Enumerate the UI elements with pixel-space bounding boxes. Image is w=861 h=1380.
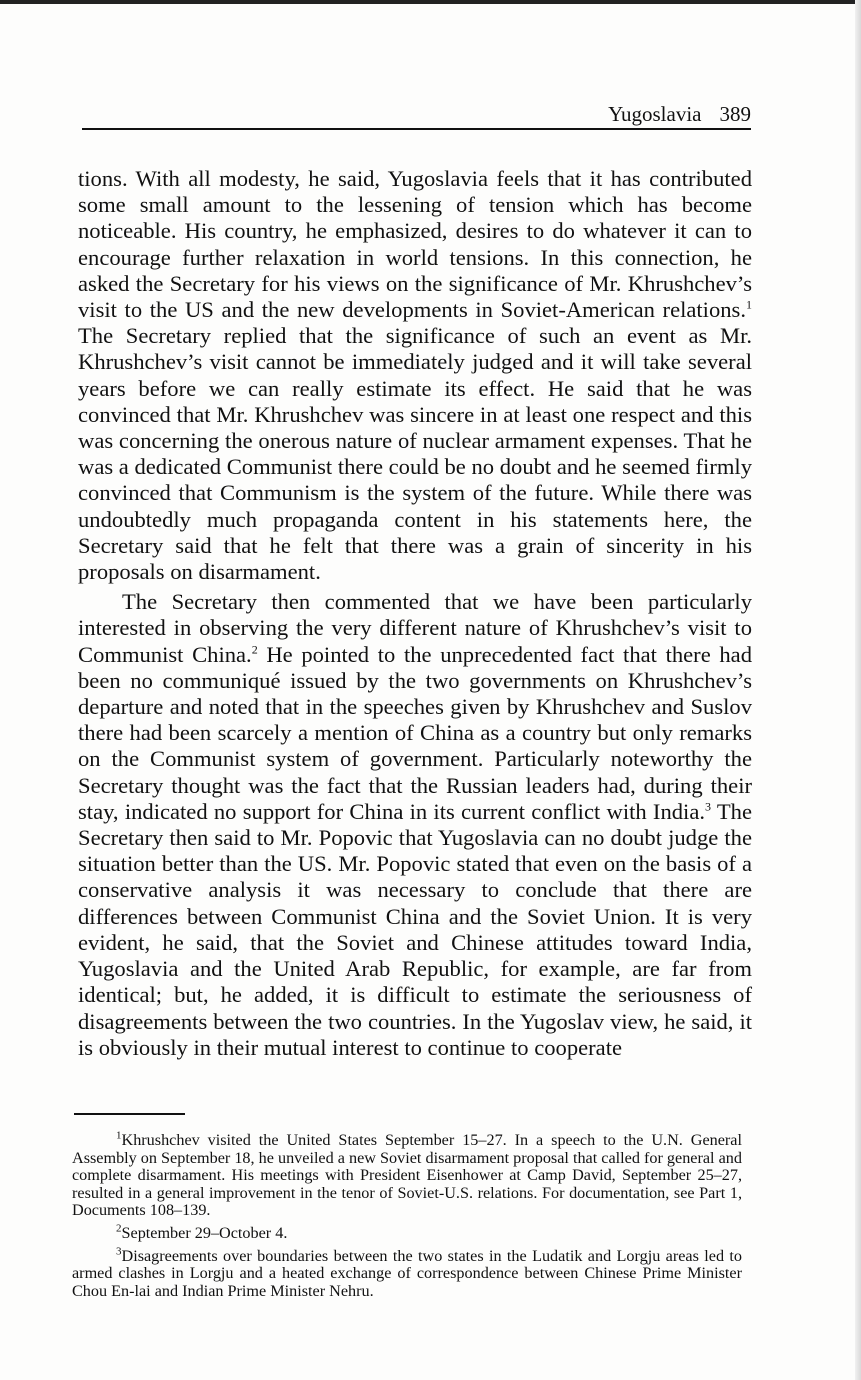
footnote-1 — [72, 1129, 742, 1220]
scan-right-edge — [855, 0, 861, 1380]
header-rule — [82, 128, 751, 130]
paragraph-2 — [78, 589, 752, 1061]
footnote-ref-1[interactable]: 1 — [746, 297, 752, 312]
footnotes — [72, 1129, 742, 1305]
paragraph-1-part-2: The Secretary replied that the significance of such an event as Mr. Khrushchev’s visit cannot be immediately judged and it will take several years before we can really estimate its effect. He said that he was convinced that Mr. Khrushchev was sincere in at least one respect and this was concerning the onerous nature of nuclear armament expenses. That he was a dedicated Communist there could be no doubt and he seemed firmly convinced that Communism is the system of the future. While there was undoubtedly much propaganda content in his statements here, the Secretary said that he felt that there was a grain of sincerity in his proposals on disarmament. — [78, 323, 752, 585]
footnote-2 — [72, 1222, 742, 1243]
footnote-1-mark: 1 — [116, 1129, 122, 1142]
footnote-3 — [72, 1245, 742, 1301]
page-header — [82, 100, 751, 128]
body-text — [78, 166, 752, 1065]
footnote-1-text: Khrushchev visited the United States September 15–27. In a speech to the U.N. General Assembly on September 18, he unveiled a new Soviet disarmament proposal that called for general and complete disarmament. His meetings with President Eisenhower at Camp David, September 25–27, resulted in a general improvement in the tenor of Soviet-U.S. relations. For documentation, see Part 1, Documents 108–139. — [72, 1131, 742, 1220]
paragraph-1-part-1: tions. With all modesty, he said, Yugoslavia feels that it has contributed some small amount to the lessening of tension which has become noticeable. His country, he emphasized, desires to do whatever it can to encourage further relaxation in world tensions. In this connection, he asked the Secretary for his views on the significance of Mr. Khrushchev’s visit to the US and the new developments in Soviet-American relations. — [78, 166, 752, 323]
footnote-2-mark: 2 — [116, 1222, 122, 1235]
scan-top-edge — [0, 0, 861, 4]
footnote-3-text: Disagreements over boundaries between the two states in the Ludatik and Lorgju areas led to armed clashes in Lorgju and a heated exchange of correspondence between Chinese Prime Minister Chou En-lai and Indian Prime Minister Nehru. — [72, 1246, 742, 1300]
footnote-2-text: September 29–October 4. — [121, 1223, 288, 1242]
footnote-ref-2[interactable]: 2 — [251, 642, 258, 657]
footnote-ref-3[interactable]: 3 — [705, 799, 712, 814]
running-title: Yugoslavia — [608, 102, 702, 126]
page-number: 389 — [719, 102, 751, 126]
footnote-3-mark: 3 — [116, 1245, 122, 1258]
paragraph-2-part-3: The Secretary then said to Mr. Popovic that Yugoslavia can no doubt judge the situation better than the US. Mr. Popovic stated that even on the basis of a conservative analysis it was necessary to conclude that there are differences between Communist China and the Soviet Union. It is very evident, he said, that the Soviet and Chinese attitudes toward India, Yugoslavia and the United Arab Republic, for example, are far from identical; but, he added, it is difficult to estimate the seriousness of disagreements between the two countries. In the Yugoslav view, he said, it is obviously in their mutual interest to continue to cooperate — [78, 798, 752, 1060]
footnote-rule — [74, 1113, 185, 1115]
paragraph-2-part-2: He pointed to the unprecedented fact that there had been no communiqué issued by the two governments on Khrushchev’s departure and noted that in the speeches given by Khrushchev and Suslov there had been scarcely a mention of China as a country but only remarks on the Communist system of government. Particularly noteworthy the Secretary thought was the fact that the Russian leaders had, during their stay, indicated no support for China in its current conflict with India. — [78, 641, 752, 824]
paragraph-1 — [78, 166, 752, 585]
paragraph-2-part-1: The Secretary then commented that we have been particularly interested in observing the very different nature of Khrushchev’s visit to Communist China. — [78, 589, 752, 667]
